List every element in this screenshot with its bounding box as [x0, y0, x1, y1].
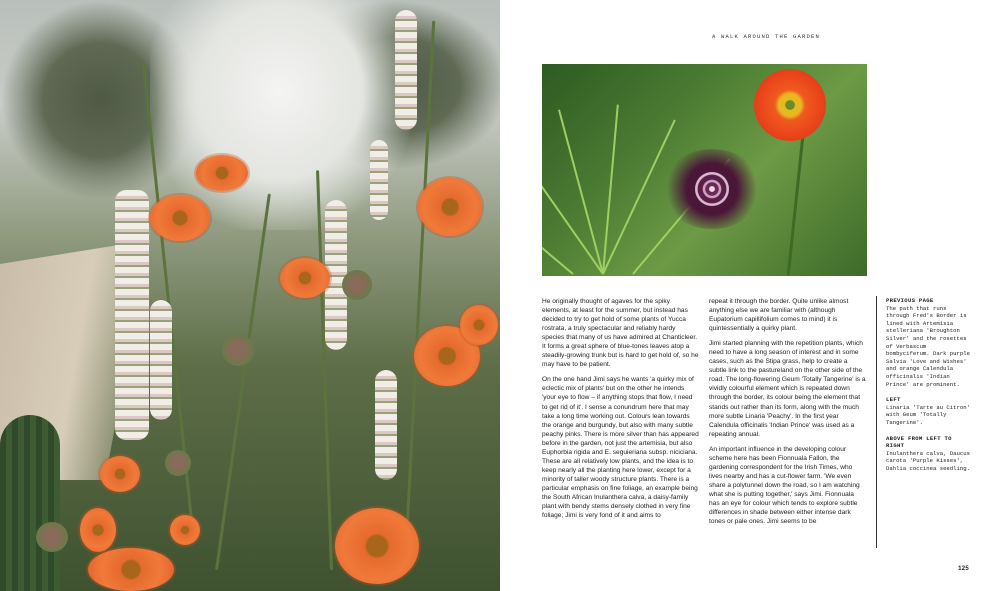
seed-head [222, 334, 254, 366]
geum-flower [196, 155, 248, 191]
caption-heading: PREVIOUS PAGE [886, 297, 934, 304]
flower-stem [215, 193, 271, 570]
text-column-2 [709, 297, 866, 532]
paragraph: An important influence in the developing colour scheme here has been Fionnuala Fallon, the gardening correspondent for the Irish Times, who lives nearby and has a cut-flower farm. 'We even share a polytunnel down the road, so I am watching what she is putting together,' says Jimi. Fionnuala has an eye for colour which tends to explore subtle differences in shade between either intense dark tones or pale ones. Jimi seems to be [709, 445, 860, 526]
paragraph: Jimi started planning with the repetition plants, which need to have a long season of interest and in some cases, such as the Stipa grass, help to create a subtle link to the pastureland on the other side of the road. The long-flowering Geum 'Totally Tangerine' is a vividly colourful element which is repeated down through the border, its colour being the element that stands out rather than its form, along with the much more subtle Linaria 'Peachy'. In the first year Calendula officinalis 'Indian Prince' was used as a repeating annual. [709, 340, 866, 438]
geum-flower [80, 508, 116, 552]
caption-text: Linaria 'Tarte au Citron' with Geum 'Totally Tangerine'. [886, 403, 970, 426]
geum-flower [460, 305, 498, 345]
caption-heading: LEFT [886, 396, 901, 404]
paragraph: He originally thought of agaves for the spiky elements, at least for the summer, but instead has decided to try to get hold of some plants of Yucca rostrata, a truly spectacular and reliably hardy species that many of us have admired at Chanticleer. It forms a great sphere of blue-tones leaves atop a steadily-growing trunk but is hard to get hold of, so he may have to be patient. [542, 298, 699, 369]
caption-block [886, 297, 970, 388]
column-divider [876, 296, 877, 548]
caption-block [886, 396, 970, 426]
geum-flower [150, 195, 210, 241]
geum-flower [335, 508, 419, 584]
text-column-1 [542, 297, 699, 526]
linaria-spike [150, 300, 172, 420]
caption-block [886, 435, 970, 473]
running-head: A WALK AROUND THE GARDEN [712, 33, 821, 40]
caption-text: The path that runs through Fred's Border is lined with Artemisia stelleriana 'Broughton Silver' and the rosettes of Verbascum bombyciferum. Dark purple Salvia 'Love and Wishes' and orange Calendula officinalis 'Indian Prince' are prominent. [886, 304, 970, 388]
caption-text: Inulanthera calva, Daucus carota 'Purple Kisses', Dahlia coccinea seedling. [886, 449, 970, 472]
dahlia-flower [754, 69, 826, 141]
cactus [0, 415, 60, 591]
daucus-umbel [662, 149, 762, 229]
geum-flower [170, 515, 200, 545]
caption-heading: ABOVE FROM LEFT TO RIGHT [886, 434, 952, 450]
paragraph: repeat it through the border. Quite unlike almost anything else we are familiar with (although Eupatorium capillifolium comes to mind) it is quintessentially a quirky plant. [709, 298, 849, 333]
geum-flower [418, 178, 482, 236]
geum-flower [100, 456, 140, 492]
fern-frond [602, 105, 619, 275]
linaria-spike [375, 370, 397, 480]
inset-photo [542, 64, 867, 276]
seed-head [36, 522, 68, 552]
geum-flower [88, 548, 174, 591]
fern-frond [558, 110, 604, 275]
caption-sidebar [886, 297, 970, 480]
linaria-spike [115, 190, 149, 440]
linaria-spike [395, 10, 417, 130]
geum-flower [280, 258, 330, 298]
page-number: 125 [958, 565, 969, 572]
linaria-spike [370, 140, 388, 220]
dahlia-stem [787, 136, 805, 276]
seed-head [165, 450, 191, 476]
seed-head [342, 270, 372, 300]
fern-frond [542, 183, 574, 275]
paragraph: On the one hand Jimi says he wants 'a quirky mix of eclectic mix of plants' but on the other he intends 'your eye to flow – if anything stops that flow, I need to get rid of it'. I sense a conundrum here that may take a long time working out. Colours lean towards the orange and burgundy, but also with many subtle peachy pinks. There is more silver than has appeared before in the garden, not just the artemisia, but also Euphorbia rigida and E. seguieriana subsp. niciciana. These are all relatively low plants, and the idea is to keep nearly all the planting here lower, except for a minority of taller woody structure plants. There is a particular emphasis on fine foliage, an example being the South African Inulanthera calva, a daisy-family plant with bendy stems densely clothed in very fine foliage; Jimi is very fond of it and aims to [542, 376, 699, 520]
